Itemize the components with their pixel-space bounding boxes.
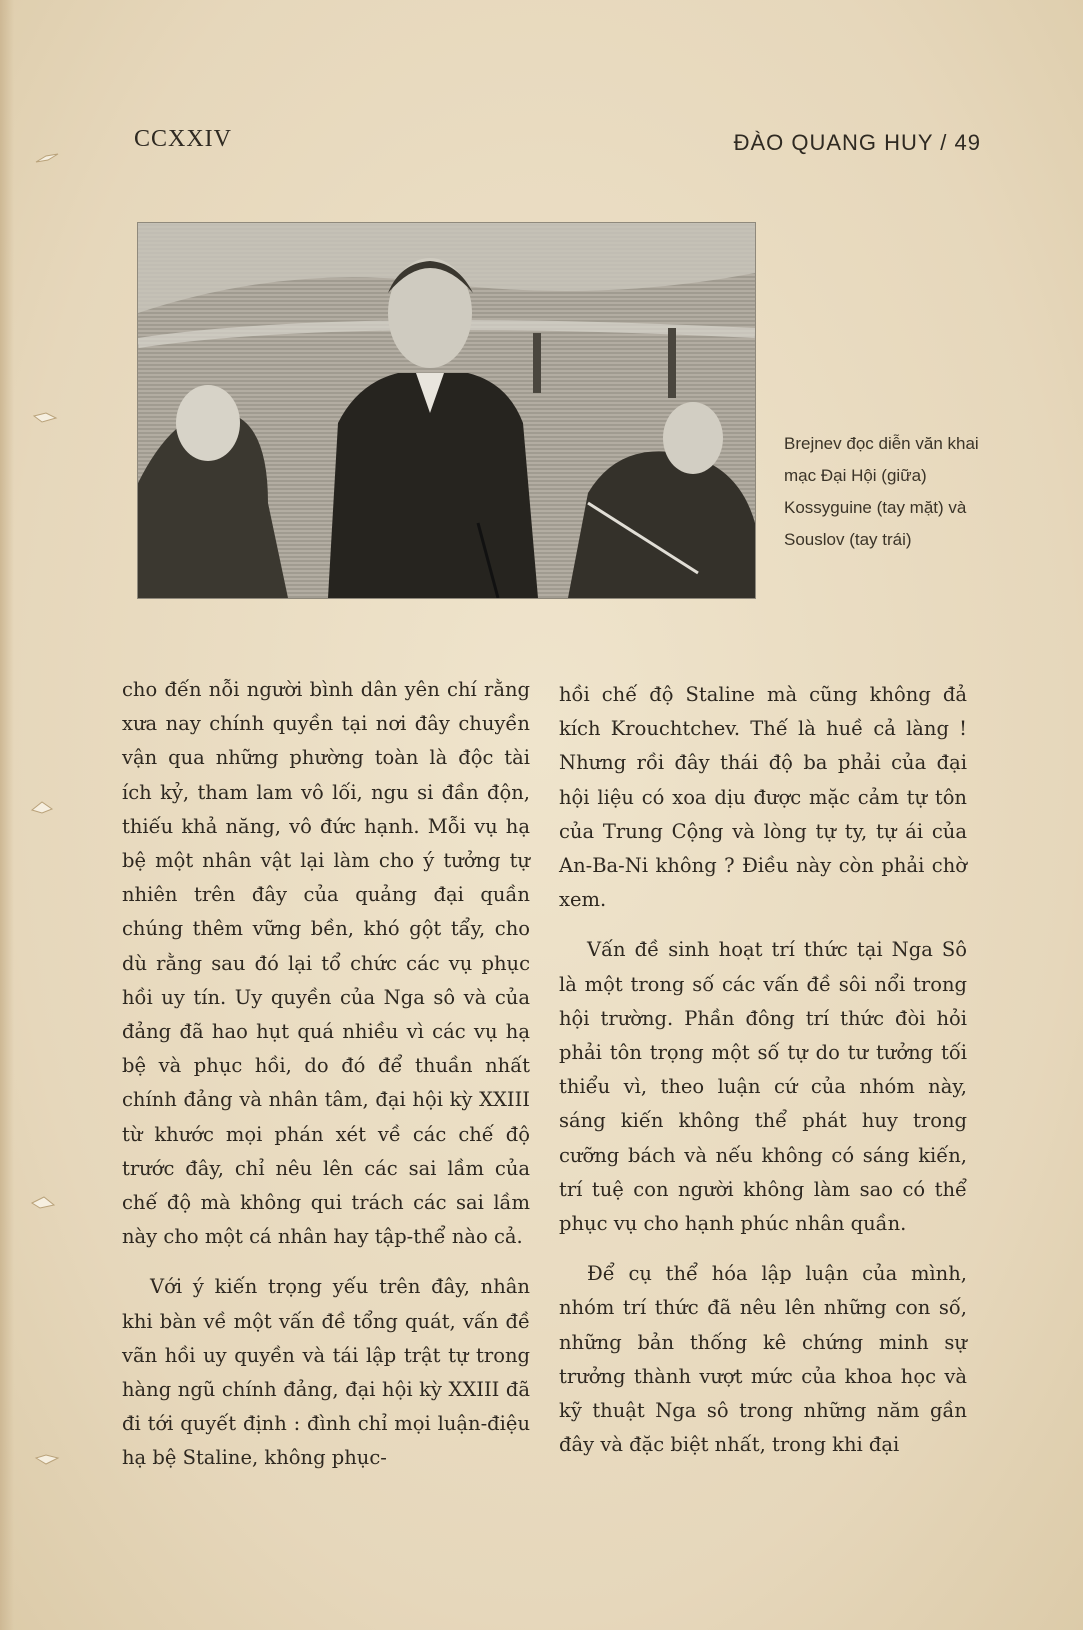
paragraph: hồi chế độ Staline mà cũng không đả kích Krouchtchev. Thế là huề cả làng ! Nhưng rồi đây thái độ ba phải của đại hội liệu có xoa dịu được mặc cảm tự tôn của Trung Cộng và lòng tự ty, tự ái của An-Ba-Ni không ? Điều này còn phải chờ xem. <box>559 683 967 912</box>
page-edge-shadow <box>0 0 14 1630</box>
paragraph: Với ý kiến trọng yếu trên đây, nhân khi bàn về một vấn đề tổng quát, vấn đề vãn hồi uy quyền và tái lập trật tự trong hàng ngũ chính đảng, đại hội kỳ XXIII đã đi tới quyết định : đình chỉ mọi luận-điệu hạ bệ Staline, không phục- <box>122 1275 530 1470</box>
photo-illustration <box>138 223 755 598</box>
congress-photo <box>137 222 756 599</box>
binding-hole <box>34 1452 60 1468</box>
binding-hole <box>30 800 56 816</box>
paragraph: Để cụ thể hóa lập luận của mình, nhóm trí thức đã nêu lên những con số, những bản thống kê chứng minh sự trưởng thành vượt mức của khoa học và kỹ thuật Nga sô trong những năm gần đây và đặc biệt nhất, trong khi đại <box>559 1262 967 1457</box>
binding-hole <box>34 150 60 166</box>
right-column <box>559 678 967 1462</box>
binding-hole <box>32 410 58 426</box>
left-column <box>122 673 530 1476</box>
binding-hole <box>30 1195 56 1211</box>
chapter-number: CCXXIV <box>134 126 233 152</box>
paragraph: cho đến nỗi người bình dân yên chí rằng xưa nay chính quyền tại nơi đây chuyền vận qua những phường toàn là độc tài ích kỷ, tham lam vô lối, ngu si đần độn, thiếu khả năng, vô đức hạnh. Mỗi vụ hạ bệ một nhân vật lại làm cho ý tưởng tự nhiên trên đây của quảng đại quần chúng thêm vững bền, khó gột tẩy, cho dù rằng sau đó lại tổ chức các vụ phục hồi uy tín. Uy quyền của Nga sô và của đảng đã hao hụt quá nhiều vì các vụ hạ bệ và phục hồi, do đó để thuần nhất chính đảng và nhân tâm, đại hội kỳ XXIII từ khước mọi phán xét về các chế độ trước đây, chỉ nêu lên các sai lầm của chế độ mà không qui trách các sai lầm này cho một cá nhân hay tập-thể nào cả. <box>122 678 530 1249</box>
author-page-number: ĐÀO QUANG HUY / 49 <box>733 130 981 155</box>
photo-caption: Brejnev đọc diễn văn khai mạc Đại Hội (giữa) Kossyguine (tay mặt) và Souslov (tay trái) <box>784 434 979 549</box>
paragraph: Vấn đề sinh hoạt trí thức tại Nga Sô là một trong số các vấn đề sôi nổi trong hội trường. Phần đông trí thức đòi hỏi phải tôn trọng một số tự do tư tưởng tối thiểu vì, theo luận cứ của nhóm này, sáng kiến không thể phát huy trong cưỡng bách và nếu không có sáng kiến, trí tuệ con người không làm sao có thể phục vụ cho hạnh phúc nhân quần. <box>559 938 967 1236</box>
